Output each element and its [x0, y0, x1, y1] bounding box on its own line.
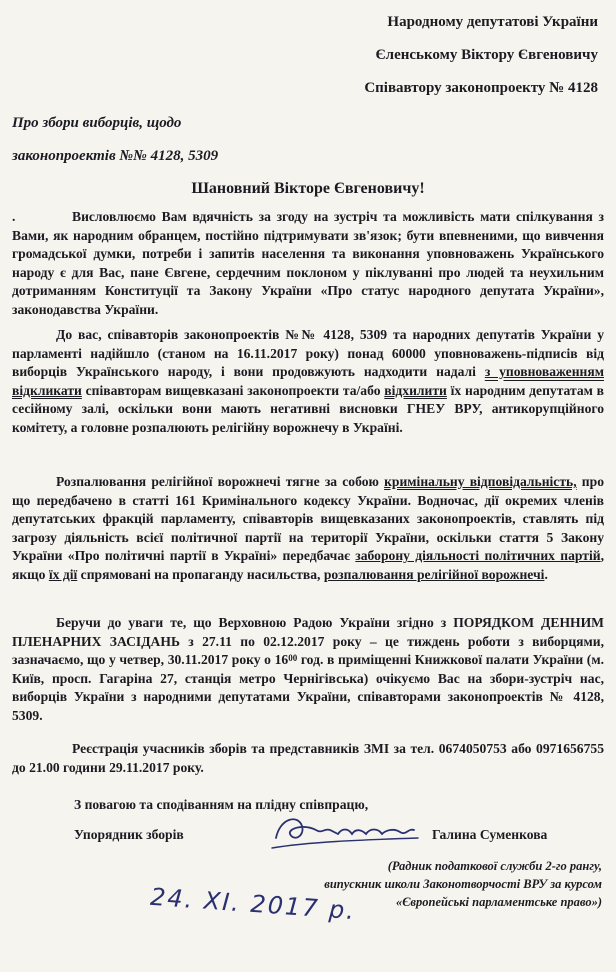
addressee-line-2: Єленському Віктору Євгеновичу [375, 47, 598, 63]
underlined-phrase: кримінальну відповідальність, [384, 474, 577, 489]
signatory-role: Упорядник зборів [74, 827, 184, 842]
signatory-position-line-1: (Радник податкової служби 2-го рангу, [387, 859, 602, 873]
time-superscript: 00 [288, 653, 298, 664]
addressee-line-3: Співавтору законопроекту № 4128 [364, 80, 598, 96]
signatory-position-line-2: випускник школи Законотворчості ВРУ за курсом [324, 877, 602, 891]
underlined-phrase: їх дії [48, 566, 78, 582]
closing-line: З повагою та сподіванням на плідну співпрацю, [74, 797, 369, 812]
underlined-phrase: заборону діяльності політичних партій [355, 548, 601, 564]
underlined-phrase: відхилити [384, 382, 447, 398]
paragraph-signatures: До вас, співавторів законопроектів №№ 4128, 5309 та народних депутатів України у парламенті надійшло (станом на 16.11.2017 року) понад 60000 уповноважень-підписів від виборців Українського народу, і вони продовжують надходити надалі з уповноваженням відкликати співавторам вищевказані законопроекти та/або відхилити їх народним депутатам в сесійному залі, оскільки вони мають негативні висновки ГНЕУ ВРУ, антикорупційного комітету, а головне розпалюють релігійну ворожнечу в Україні. [12, 327, 604, 435]
underlined-phrase: з уповноваженням відкликати [12, 364, 604, 398]
signatory-name: Галина Суменкова [432, 827, 548, 842]
paragraph-liability: Розпалювання релігійної ворожнечі тягне за собою кримінальну відповідальність, про що передбачено в статті 161 Кримінального кодексу України. Водночас, дії окремих членів депутатських фракцій парламенту, співавторів вищевказаних законопроектів, ставлять під загрозу діяльність всієї політичної партії на території України, оскільки стаття 5 Закону України «Про політичні партії в Україні» передбачає заборону діяльності політичних партій, якщо їх дії спрямовані на пропаганду насильства, розпалювання релігійної ворожнечі. [12, 474, 604, 582]
underlined-phrase: розпалювання релігійної ворожнечі [323, 566, 545, 582]
handwritten-signature [268, 808, 428, 863]
paragraph-bullet: . [12, 209, 16, 224]
handwritten-date: 24. XI. 2017 р. [149, 882, 357, 926]
paragraph-meeting: Беручи до уваги те, що Верховною Радою України згідно з ПОРЯДКОМ ДЕННИМ ПЛЕНАРНИХ ЗАСІДАНЬ з 27.11 по 02.12.2017 року – це тиждень роботи з виборцями, зазначаємо, що у четвер, 30.11.2017 року о $16^{00}$ год. в приміщенні Книжкової палати України (м. Київ, просп. Гагаріна 27, станція метро Чернігівська) очікуємо Вас на збори-зустріч нас, виборців України з народними депутатами України, співавторами законопроектів № 4128, 5309. [12, 615, 604, 723]
paragraph-text: Висловлюємо Вам вдячність за згоду на зустріч та можливість мати спілкування з Вами, як народним обранцем, постійно підтримувати зв'язок; бути впевненими, що вивчення громадської думки, потреби і запитів населення та виконання уповноважень Українського народу є для Вас, пане Євгене, сердечним поклоном у піклуванні про людей та неухильним дотриманням Конституції та Закону України «Про статус народного депутата України», законодавства України. [12, 209, 604, 317]
subject-line-1: Про збори виборців, щодо [12, 115, 182, 131]
addressee-line-1: Народному депутатові України [387, 14, 598, 30]
paragraph-gratitude [12, 208, 604, 320]
salutation: Шановний Вікторе Євгеновичу! [191, 180, 425, 197]
subject-line-2: законопроектів №№ 4128, 5309 [12, 148, 219, 164]
signatory-position-line-3: «Європейські парламентське право») [395, 895, 602, 909]
paragraph-registration: Реєстрація учасників зборів та представників ЗМІ за тел. 0674050753 або 0971656755 до 21.00 години 29.11.2017 року. [12, 741, 604, 775]
